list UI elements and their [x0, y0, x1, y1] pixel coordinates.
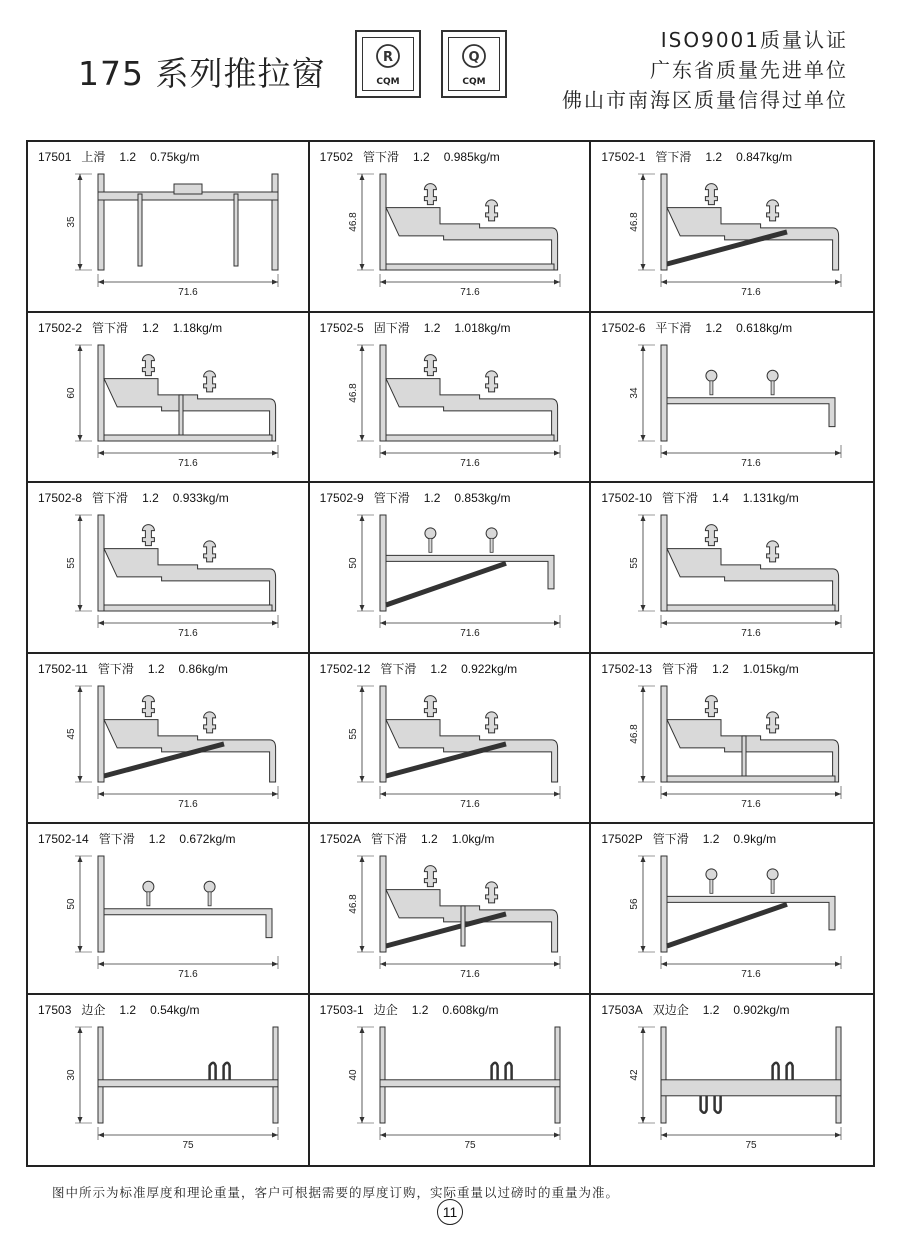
profile-name: 上滑 — [81, 150, 106, 164]
profile-code: 17502-2 — [38, 320, 83, 335]
certification-line: ISO9001质量认证 — [660, 28, 848, 52]
height-dimension: 45 — [66, 727, 77, 740]
profile-name: 双边企 — [652, 1002, 689, 1017]
width-dimension: 71.6 — [178, 798, 198, 810]
profile-cross-section-drawing — [28, 654, 308, 822]
height-dimension: 42 — [629, 1068, 641, 1081]
width-dimension: 71.6 — [178, 969, 198, 980]
logo-caption: CQM — [376, 77, 400, 87]
profile-cross-section-drawing — [591, 654, 871, 822]
profile-name: 管下滑 — [662, 661, 699, 676]
profile-weight: 0.847kg/m — [736, 150, 793, 164]
profile-cross-section-drawing — [310, 313, 590, 481]
logo-letter: R — [382, 50, 394, 65]
profile-weight: 1.18kg/m — [172, 320, 223, 335]
width-dimension: 71.6 — [741, 457, 762, 469]
profile-name: 管下滑 — [92, 491, 129, 505]
logo-letter: Q — [468, 50, 480, 65]
width-dimension: 71.6 — [178, 457, 198, 469]
profile-code: 17502-1 — [601, 150, 646, 164]
profile-weight: 0.608kg/m — [442, 1002, 499, 1017]
profile-name: 管下滑 — [92, 320, 129, 335]
profile-cross-section-drawing — [591, 483, 871, 651]
profile-thickness: 1.2 — [705, 320, 723, 335]
profile-code: 17503A — [601, 1002, 643, 1017]
profile-thickness: 1.2 — [142, 320, 159, 335]
profile-code: 17502-13 — [601, 661, 653, 676]
profile-cross-section-drawing — [591, 995, 871, 1163]
height-dimension: 50 — [347, 557, 359, 569]
height-dimension: 40 — [347, 1068, 359, 1081]
profile-weight: 1.018kg/m — [454, 320, 511, 335]
width-dimension: 71.6 — [459, 628, 480, 639]
profile-name: 管下滑 — [662, 491, 699, 505]
profile-weight: 0.902kg/m — [733, 1002, 790, 1017]
profile-code: 17502A — [319, 832, 362, 846]
height-dimension: 50 — [66, 898, 77, 910]
profile-cross-section-drawing — [310, 142, 590, 310]
profile-code: 17502P — [601, 832, 643, 846]
height-dimension: 55 — [629, 557, 641, 569]
profile-code: 17502-14 — [38, 832, 89, 846]
profile-cell — [310, 995, 592, 1166]
profile-name: 管下滑 — [655, 150, 692, 164]
height-dimension: 46.8 — [629, 723, 641, 744]
profile-thickness: 1.2 — [430, 661, 448, 676]
profile-cell — [310, 313, 592, 484]
profile-cell — [591, 654, 873, 825]
profile-cross-section-drawing — [28, 483, 308, 651]
profile-weight: 0.618kg/m — [736, 320, 793, 335]
profile-cell — [310, 142, 592, 313]
profile-name: 平下滑 — [655, 320, 692, 335]
profile-name: 管下滑 — [652, 832, 689, 846]
profile-code: 17503 — [38, 1002, 72, 1017]
profile-cross-section-drawing — [310, 824, 590, 992]
width-dimension: 71.6 — [459, 457, 480, 469]
profile-cross-section-drawing — [310, 995, 590, 1163]
profile-name: 管下滑 — [97, 661, 134, 676]
profile-code: 17502-5 — [319, 320, 364, 335]
profile-thickness: 1.2 — [423, 320, 441, 335]
profile-weight: 0.853kg/m — [454, 491, 511, 505]
profile-name: 边企 — [81, 1002, 106, 1017]
cqm-q-logo-icon — [441, 30, 507, 98]
height-dimension: 46.8 — [347, 894, 359, 914]
profile-cell — [28, 824, 310, 995]
width-dimension: 71.6 — [459, 969, 480, 980]
width-dimension: 71.6 — [741, 287, 762, 298]
profile-name: 固下滑 — [373, 320, 410, 335]
profile-thickness: 1.2 — [147, 661, 165, 676]
profile-code: 17503-1 — [319, 1002, 364, 1017]
profile-cross-section-drawing — [28, 313, 308, 481]
profile-cross-section-drawing — [591, 142, 871, 310]
profile-thickness: 1.4 — [712, 491, 729, 505]
height-dimension: 55 — [347, 727, 359, 740]
height-dimension: 46.8 — [347, 382, 359, 403]
page-number: 11 — [437, 1199, 463, 1225]
profile-cross-section-drawing — [591, 313, 871, 481]
width-dimension: 71.6 — [741, 969, 762, 980]
profile-name: 管下滑 — [380, 661, 417, 676]
profile-name: 管下滑 — [371, 832, 408, 846]
profile-cell — [28, 483, 310, 654]
height-dimension: 30 — [66, 1068, 77, 1081]
width-dimension: 71.6 — [459, 287, 480, 298]
profile-code: 17502-6 — [601, 320, 646, 335]
profile-weight: 0.54kg/m — [150, 1002, 200, 1017]
profile-code: 17502-11 — [38, 661, 88, 676]
certification-line: 广东省质量先进单位 — [650, 58, 848, 82]
profile-code: 17502-8 — [38, 491, 83, 505]
profile-code: 17501 — [38, 150, 72, 164]
profile-catalog-grid — [26, 140, 875, 1167]
logo-caption: CQM — [462, 77, 486, 87]
profile-cell — [28, 654, 310, 825]
height-dimension: 56 — [629, 898, 641, 910]
page-title: 175 系列推拉窗 — [78, 54, 326, 93]
profile-cell — [591, 824, 873, 995]
profile-weight: 0.985kg/m — [443, 150, 500, 164]
height-dimension: 34 — [629, 386, 641, 399]
profile-weight: 0.9kg/m — [733, 832, 777, 846]
profile-cross-section-drawing — [310, 483, 590, 651]
profile-thickness: 1.2 — [119, 1002, 137, 1017]
profile-cross-section-drawing — [28, 824, 308, 992]
profile-thickness: 1.2 — [423, 491, 441, 505]
profile-cross-section-drawing — [28, 142, 308, 310]
width-dimension: 75 — [745, 1139, 757, 1151]
height-dimension: 46.8 — [347, 212, 359, 232]
width-dimension: 71.6 — [178, 287, 198, 298]
profile-weight: 1.015kg/m — [742, 661, 799, 676]
cqm-r-logo-icon — [355, 30, 421, 98]
profile-weight: 1.131kg/m — [742, 491, 799, 505]
page-header — [0, 0, 900, 130]
profile-thickness: 1.2 — [119, 150, 137, 164]
profile-cell — [591, 313, 873, 484]
profile-name: 边企 — [373, 1002, 398, 1017]
width-dimension: 71.6 — [459, 798, 480, 810]
profile-code: 17502-10 — [601, 491, 653, 505]
footer-note: 图中所示为标准厚度和理论重量，客户可根据需要的厚度订购，实际重量以过磅时的重量为准。 — [52, 1185, 620, 1200]
profile-code: 17502 — [319, 150, 354, 164]
profile-cell — [28, 995, 310, 1166]
profile-cross-section-drawing — [310, 654, 590, 822]
profile-cell — [28, 142, 310, 313]
profile-cell — [310, 824, 592, 995]
width-dimension: 71.6 — [178, 628, 198, 639]
profile-name: 管下滑 — [98, 832, 135, 846]
height-dimension: 46.8 — [629, 212, 641, 232]
certification-line: 佛山市南海区质量信得过单位 — [562, 88, 848, 112]
profile-thickness: 1.2 — [142, 491, 159, 505]
profile-thickness: 1.2 — [148, 832, 166, 846]
height-dimension: 35 — [66, 216, 77, 228]
profile-cell — [591, 142, 873, 313]
width-dimension: 75 — [182, 1139, 194, 1151]
profile-cell — [591, 483, 873, 654]
width-dimension: 75 — [464, 1139, 476, 1151]
profile-thickness: 1.2 — [712, 661, 729, 676]
profile-cross-section-drawing — [28, 995, 308, 1163]
profile-weight: 0.933kg/m — [172, 491, 229, 505]
profile-weight: 0.75kg/m — [150, 150, 200, 164]
height-dimension: 60 — [66, 386, 77, 399]
height-dimension: 55 — [66, 557, 77, 569]
profile-cell — [310, 483, 592, 654]
profile-code: 17502-12 — [319, 661, 371, 676]
profile-thickness: 1.2 — [421, 832, 438, 846]
profile-code: 17502-9 — [319, 491, 364, 505]
profile-thickness: 1.2 — [413, 150, 430, 164]
profile-name: 管下滑 — [363, 150, 400, 164]
profile-weight: 1.0kg/m — [451, 832, 495, 846]
profile-thickness: 1.2 — [702, 1002, 720, 1017]
profile-cross-section-drawing — [591, 824, 871, 992]
profile-weight: 0.672kg/m — [179, 832, 236, 846]
profile-thickness: 1.2 — [702, 832, 720, 846]
profile-weight: 0.922kg/m — [461, 661, 518, 676]
width-dimension: 71.6 — [741, 628, 762, 639]
profile-thickness: 1.2 — [705, 150, 723, 164]
profile-thickness: 1.2 — [411, 1002, 429, 1017]
width-dimension: 71.6 — [741, 798, 762, 810]
profile-cell — [310, 654, 592, 825]
profile-cell — [591, 995, 873, 1166]
profile-cell — [28, 313, 310, 484]
profile-name: 管下滑 — [373, 491, 410, 505]
profile-weight: 0.86kg/m — [178, 661, 228, 676]
